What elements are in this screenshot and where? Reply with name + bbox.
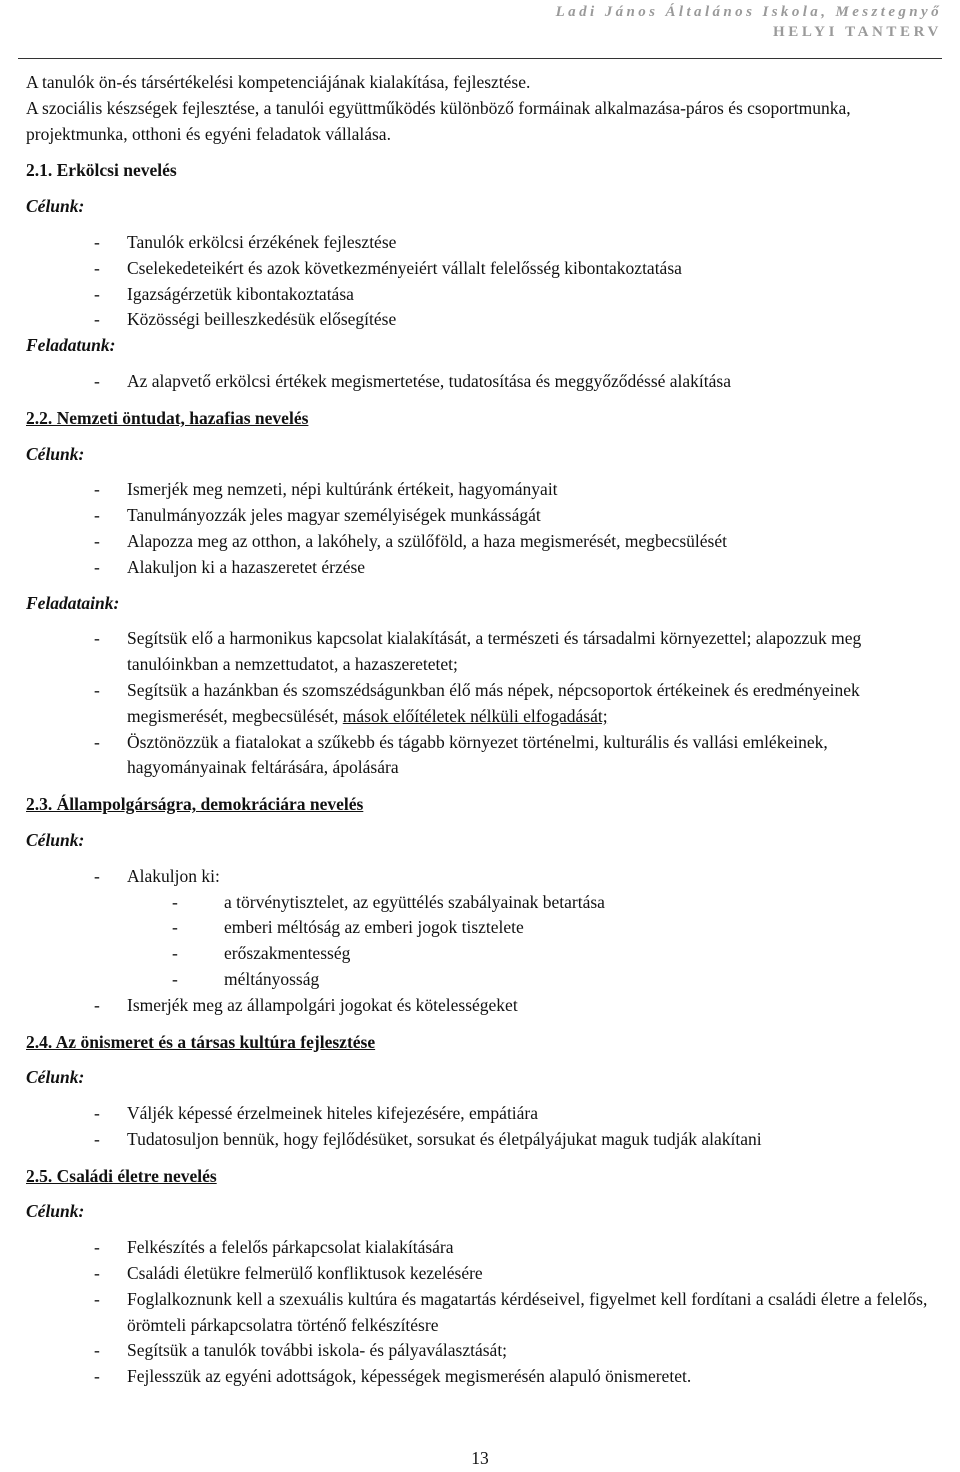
- page-body: [26, 70, 936, 1390]
- section-2-2-goals-list: [26, 477, 936, 580]
- section-2-4-goals-label: Célunk:: [26, 1067, 85, 1088]
- list-item: - Alakuljon ki a hazaszeretet érzése: [26, 555, 936, 581]
- list-item: - Tanulmányozzák jeles magyar személyiségek munkásságát: [26, 503, 936, 529]
- list-item: - Tudatosuljon bennük, hogy fejlődésüket, sorsukat és életpályájukat maguk tudják alakítani: [26, 1127, 936, 1153]
- sub-list-item: - a törvénytisztelet, az együttélés szabályainak betartása: [26, 890, 936, 916]
- page-header: [342, 2, 942, 42]
- list-item: - Az alapvető erkölcsi értékek megismertetése, tudatosítása és meggyőződéssé alakítása: [26, 369, 936, 395]
- section-2-1-heading: 2.1. Erkölcsi nevelés: [26, 160, 177, 181]
- list-item: - Alakuljon ki:: [26, 864, 936, 890]
- section-2-5-goals-label: Célunk:: [26, 1201, 85, 1222]
- list-item: - Felkészítés a felelős párkapcsolat kialakítására: [26, 1235, 936, 1261]
- list-item: - Ösztönözzük a fiatalokat a szűkebb és tágabb környezet történelmi, kulturális és vallási emlékeinek, hagyományainak feltárására, ápolására: [26, 730, 936, 782]
- list-item: - Váljék képessé érzelmeinek hiteles kifejezésére, empátiára: [26, 1101, 936, 1127]
- section-2-3-heading: 2.3. Állampolgárságra, demokráciára nevelés: [26, 794, 364, 815]
- list-item: - Ismerjék meg az állampolgári jogokat és kötelességeket: [26, 993, 936, 1019]
- section-2-4-goals-list: [26, 1101, 936, 1153]
- intro-paragraph-2: A szociális készségek fejlesztése, a tanulói együttműködés különböző formáinak alkalmazása-páros és csoportmunka, projektmunka, otthoni és egyéni feladatok vállalása.: [26, 97, 851, 144]
- section-2-5-heading: 2.5. Családi életre nevelés: [26, 1165, 217, 1186]
- sub-list-item: - méltányosság: [26, 967, 936, 993]
- list-item: - Cselekedeteikért és azok következményeiért vállalt felelősség kibontakoztatása: [26, 256, 936, 282]
- header-document-title: HELYI TANTERV: [773, 24, 942, 40]
- list-item: - Segítsük a tanulók további iskola- és pályaválasztását;: [26, 1338, 936, 1364]
- section-2-2-heading-text: 2.2. Nemzeti öntudat, hazafias nevelés: [26, 407, 309, 428]
- section-2-2-tasks-list: [26, 626, 936, 781]
- list-item: - Alapozza meg az otthon, a lakóhely, a szülőföld, a haza megismerését, megbecsülését: [26, 529, 936, 555]
- list-item-text: Segítsük a hazánkban és szomszédságunkban élő más népek, népcsoportok értékeinek és eredményeinek megismerését, megbecsülését,: [127, 679, 860, 726]
- list-item: - Ismerjék meg nemzeti, népi kultúránk értékeit, hagyományait: [26, 477, 936, 503]
- section-2-1-goals-label: Célunk:: [26, 196, 85, 217]
- underlined-phrase: mások előítéletek nélküli elfogadását;: [342, 705, 608, 726]
- list-item: - Családi életükre felmerülő konfliktusok kezelésére: [26, 1261, 936, 1287]
- section-2-3-goals-list: [26, 864, 936, 1019]
- section-2-5-goals-list: [26, 1235, 936, 1390]
- sub-list-item: - emberi méltóság az emberi jogok tisztelete: [26, 915, 936, 941]
- section-2-1-tasks-list: [26, 369, 936, 395]
- section-2-2-heading: [26, 406, 936, 432]
- list-item: - Tanulók erkölcsi érzékének fejlesztése: [26, 230, 936, 256]
- sub-list-item: - erőszakmentesség: [26, 941, 936, 967]
- page-number: 13: [471, 1448, 489, 1468]
- section-2-1-tasks-label: Feladatunk:: [26, 335, 116, 356]
- list-item: - Foglalkoznunk kell a szexuális kultúra és magatartás kérdéseivel, figyelmet kell fordítani a családi életre a felelős, örömteli párkapcsolatra történő felkészítésre: [26, 1287, 936, 1339]
- header-school-name: Ladi János Általános Iskola, Mesztegnyő: [555, 4, 942, 20]
- section-2-4-heading: 2.4. Az önismeret és a társas kultúra fejlesztése: [26, 1031, 376, 1052]
- list-item: - Közösségi beilleszkedésük elősegítése: [26, 307, 936, 333]
- section-2-2-tasks-label: Feladataink:: [26, 592, 120, 613]
- header-rule: [18, 58, 942, 59]
- section-2-2-goals-label: Célunk:: [26, 443, 85, 464]
- list-item: - Segítsük elő a harmonikus kapcsolat kialakítását, a természeti és társadalmi környezettel; alapozzuk meg tanulóinkban a nemzettudatot, a hazaszeretetet;: [26, 626, 936, 678]
- list-item: - Igazságérzetük kibontakoztatása: [26, 282, 936, 308]
- list-item: - Fejlesszük az egyéni adottságok, képességek megismerésén alapuló önismeretet.: [26, 1364, 936, 1390]
- intro-paragraph-1: A tanulók ön-és társértékelési kompetenciájának kialakítása, fejlesztése.: [26, 72, 531, 92]
- section-2-3-goals-label: Célunk:: [26, 829, 85, 850]
- list-item: [26, 678, 936, 730]
- section-2-1-goals-list: [26, 230, 936, 333]
